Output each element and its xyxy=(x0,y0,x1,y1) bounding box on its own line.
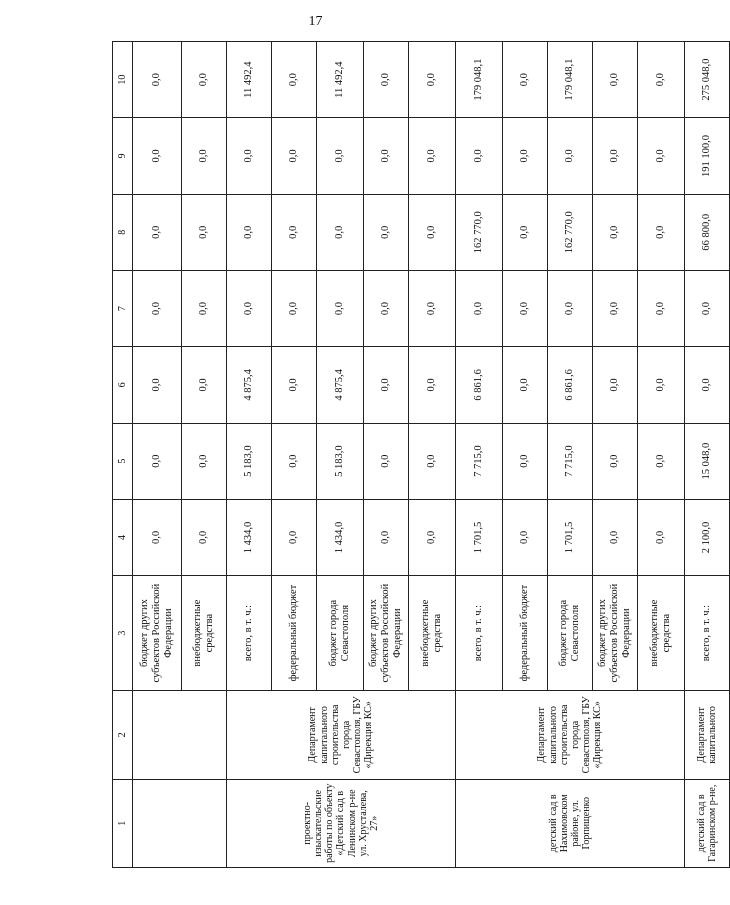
amount-cell: 0,0 xyxy=(638,194,685,270)
budget-table xyxy=(112,41,730,868)
amount-cell: 0,0 xyxy=(272,194,317,270)
column-number: 1 xyxy=(113,779,133,867)
amount-cell: 4 875,4 xyxy=(317,347,364,423)
column-number: 5 xyxy=(113,423,133,499)
amount-cell: 0,0 xyxy=(593,347,638,423)
amount-cell: 0,0 xyxy=(409,347,456,423)
amount-cell: 0,0 xyxy=(272,118,317,194)
amount-cell: 1 434,0 xyxy=(227,499,272,575)
object-name-cell: детский сад в Нахимовском районе, ул. Горпищенко xyxy=(456,779,685,867)
amount-cell: 0,0 xyxy=(317,270,364,346)
object-name-cell xyxy=(133,779,227,867)
amount-cell: 0,0 xyxy=(638,118,685,194)
funding-source-cell: бюджет других субъектов Российской Федерации xyxy=(364,576,409,691)
funding-source-cell: федеральный бюджет xyxy=(272,576,317,691)
executor-cell xyxy=(133,691,227,779)
amount-cell: 0,0 xyxy=(364,423,409,499)
table-row xyxy=(685,42,730,868)
amount-cell: 1 701,5 xyxy=(456,499,503,575)
amount-cell: 11 492,4 xyxy=(317,42,364,118)
rotated-table-container xyxy=(112,41,718,868)
column-number: 7 xyxy=(113,270,133,346)
amount-cell: 1 434,0 xyxy=(317,499,364,575)
amount-cell: 0,0 xyxy=(182,347,227,423)
amount-cell: 0,0 xyxy=(133,499,182,575)
amount-cell: 0,0 xyxy=(548,270,593,346)
amount-cell: 0,0 xyxy=(364,270,409,346)
table-row xyxy=(227,42,272,868)
amount-cell: 0,0 xyxy=(364,42,409,118)
amount-cell: 0,0 xyxy=(456,270,503,346)
amount-cell: 0,0 xyxy=(133,118,182,194)
amount-cell: 0,0 xyxy=(638,42,685,118)
amount-cell: 0,0 xyxy=(548,118,593,194)
amount-cell: 0,0 xyxy=(409,194,456,270)
amount-cell: 0,0 xyxy=(503,42,548,118)
funding-source-cell: внебюджетные средства xyxy=(409,576,456,691)
amount-cell: 0,0 xyxy=(503,499,548,575)
amount-cell: 275 048,0 xyxy=(685,42,730,118)
column-number: 10 xyxy=(113,42,133,118)
amount-cell: 0,0 xyxy=(593,118,638,194)
funding-source-cell: всего, в т. ч.: xyxy=(456,576,503,691)
amount-cell: 0,0 xyxy=(182,270,227,346)
column-number: 8 xyxy=(113,194,133,270)
funding-source-cell: внебюджетные средства xyxy=(638,576,685,691)
amount-cell: 0,0 xyxy=(456,118,503,194)
funding-source-cell: всего, в т. ч.: xyxy=(227,576,272,691)
object-name-cell: детский сад в Гагаринском р-не, xyxy=(685,779,730,867)
amount-cell: 15 048,0 xyxy=(685,423,730,499)
amount-cell: 0,0 xyxy=(593,499,638,575)
amount-cell: 0,0 xyxy=(133,347,182,423)
executor-cell: Департамент капитального строительства города Севастополя, ГБУ «Дирекция КС» xyxy=(227,691,456,779)
amount-cell: 0,0 xyxy=(182,118,227,194)
amount-cell: 7 715,0 xyxy=(548,423,593,499)
amount-cell: 0,0 xyxy=(364,347,409,423)
table-row xyxy=(456,42,503,868)
amount-cell: 0,0 xyxy=(503,194,548,270)
funding-source-cell: бюджет других субъектов Российской Федерации xyxy=(593,576,638,691)
amount-cell: 0,0 xyxy=(272,347,317,423)
amount-cell: 0,0 xyxy=(593,42,638,118)
amount-cell: 0,0 xyxy=(638,347,685,423)
amount-cell: 179 048,1 xyxy=(456,42,503,118)
executor-cell: Департамент капитального строительства города Севастополя, ГБУ «Дирекция КС» xyxy=(456,691,685,779)
funding-source-cell: внебюджетные средства xyxy=(182,576,227,691)
funding-source-cell: бюджет города Севастополя xyxy=(548,576,593,691)
amount-cell: 0,0 xyxy=(272,270,317,346)
column-number: 3 xyxy=(113,576,133,691)
column-number: 2 xyxy=(113,691,133,779)
amount-cell: 2 100,0 xyxy=(685,499,730,575)
amount-cell: 0,0 xyxy=(272,423,317,499)
amount-cell: 7 715,0 xyxy=(456,423,503,499)
amount-cell: 0,0 xyxy=(133,270,182,346)
amount-cell: 0,0 xyxy=(638,423,685,499)
amount-cell: 0,0 xyxy=(133,423,182,499)
amount-cell: 0,0 xyxy=(593,423,638,499)
object-name-cell: проектно-изыскательские работы по объекту «Детский сад в Ленинском р-не ул. Хрусталева, 27» xyxy=(227,779,456,867)
column-number: 4 xyxy=(113,499,133,575)
amount-cell: 0,0 xyxy=(227,270,272,346)
column-number: 6 xyxy=(113,347,133,423)
table-row xyxy=(133,42,182,868)
amount-cell: 0,0 xyxy=(227,118,272,194)
amount-cell: 0,0 xyxy=(364,499,409,575)
amount-cell: 0,0 xyxy=(182,194,227,270)
amount-cell: 6 861,6 xyxy=(456,347,503,423)
amount-cell: 0,0 xyxy=(409,42,456,118)
amount-cell: 0,0 xyxy=(317,194,364,270)
amount-cell: 0,0 xyxy=(272,42,317,118)
amount-cell: 66 800,0 xyxy=(685,194,730,270)
amount-cell: 0,0 xyxy=(133,194,182,270)
amount-cell: 0,0 xyxy=(317,118,364,194)
amount-cell: 4 875,4 xyxy=(227,347,272,423)
amount-cell: 0,0 xyxy=(182,42,227,118)
amount-cell: 191 100,0 xyxy=(685,118,730,194)
executor-cell: Департамент капитального xyxy=(685,691,730,779)
amount-cell: 0,0 xyxy=(685,270,730,346)
amount-cell: 1 701,5 xyxy=(548,499,593,575)
amount-cell: 162 770,0 xyxy=(456,194,503,270)
funding-source-cell: всего, в т. ч.: xyxy=(685,576,730,691)
amount-cell: 6 861,6 xyxy=(548,347,593,423)
column-number: 9 xyxy=(113,118,133,194)
amount-cell: 0,0 xyxy=(409,499,456,575)
amount-cell: 0,0 xyxy=(638,270,685,346)
amount-cell: 0,0 xyxy=(364,194,409,270)
amount-cell: 0,0 xyxy=(272,499,317,575)
amount-cell: 5 183,0 xyxy=(317,423,364,499)
amount-cell: 0,0 xyxy=(503,118,548,194)
amount-cell: 0,0 xyxy=(227,194,272,270)
funding-source-cell: федеральный бюджет xyxy=(503,576,548,691)
page-number: 17 xyxy=(308,14,323,29)
amount-cell: 0,0 xyxy=(593,194,638,270)
amount-cell: 0,0 xyxy=(503,423,548,499)
header-row xyxy=(113,42,133,868)
amount-cell: 0,0 xyxy=(593,270,638,346)
funding-source-cell: бюджет города Севастополя xyxy=(317,576,364,691)
amount-cell: 0,0 xyxy=(409,118,456,194)
amount-cell: 0,0 xyxy=(133,42,182,118)
amount-cell: 11 492,4 xyxy=(227,42,272,118)
amount-cell: 0,0 xyxy=(503,347,548,423)
amount-cell: 162 770,0 xyxy=(548,194,593,270)
amount-cell: 0,0 xyxy=(182,423,227,499)
amount-cell: 0,0 xyxy=(503,270,548,346)
amount-cell: 0,0 xyxy=(409,270,456,346)
funding-source-cell: бюджет других субъектов Российской Федерации xyxy=(133,576,182,691)
table-body xyxy=(113,42,730,868)
amount-cell: 5 183,0 xyxy=(227,423,272,499)
amount-cell: 0,0 xyxy=(364,118,409,194)
amount-cell: 0,0 xyxy=(685,347,730,423)
amount-cell: 0,0 xyxy=(638,499,685,575)
amount-cell: 0,0 xyxy=(409,423,456,499)
amount-cell: 0,0 xyxy=(182,499,227,575)
amount-cell: 179 048,1 xyxy=(548,42,593,118)
